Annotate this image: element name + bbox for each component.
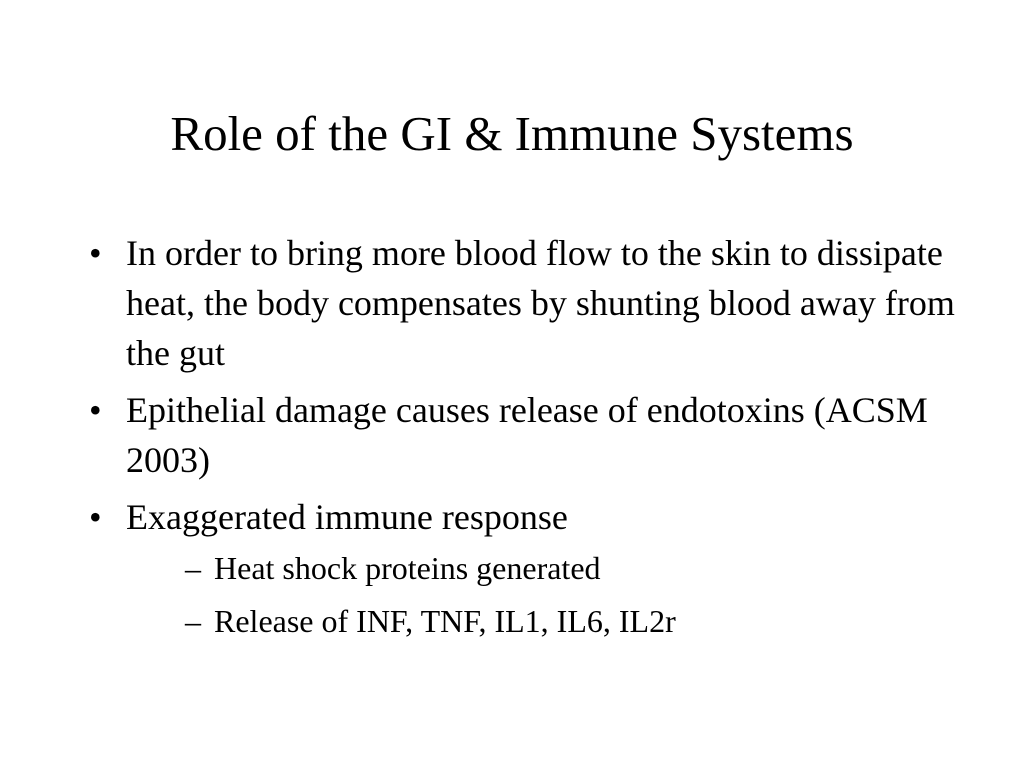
sub-bullet-text: Release of INF, TNF, IL1, IL6, IL2r: [214, 603, 676, 639]
bullet-text: Epithelial damage causes release of endotoxins (ACSM 2003): [126, 390, 928, 480]
bullet-marker: •: [89, 390, 102, 430]
bullet-item: [83, 228, 963, 378]
sub-bullet-marker: –: [185, 550, 201, 586]
bullet-marker: •: [89, 233, 102, 273]
bullet-text: Exaggerated immune response: [126, 497, 568, 537]
bullet-marker: •: [89, 497, 102, 537]
bullet-text: In order to bring more blood flow to the skin to dissipate heat, the body compensates by shunting blood away from the gut: [126, 233, 955, 373]
bullet-list: [83, 228, 963, 650]
bullet-item: [83, 385, 963, 485]
sub-bullet-text: Heat shock proteins generated: [214, 550, 601, 586]
sub-bullet-item: [126, 599, 963, 643]
slide-title: Role of the GI & Immune Systems: [170, 106, 854, 161]
sub-bullet-item: [126, 546, 963, 590]
sub-bullet-marker: –: [185, 603, 201, 639]
sub-bullet-list: [126, 546, 963, 643]
bullet-item: [83, 492, 963, 643]
